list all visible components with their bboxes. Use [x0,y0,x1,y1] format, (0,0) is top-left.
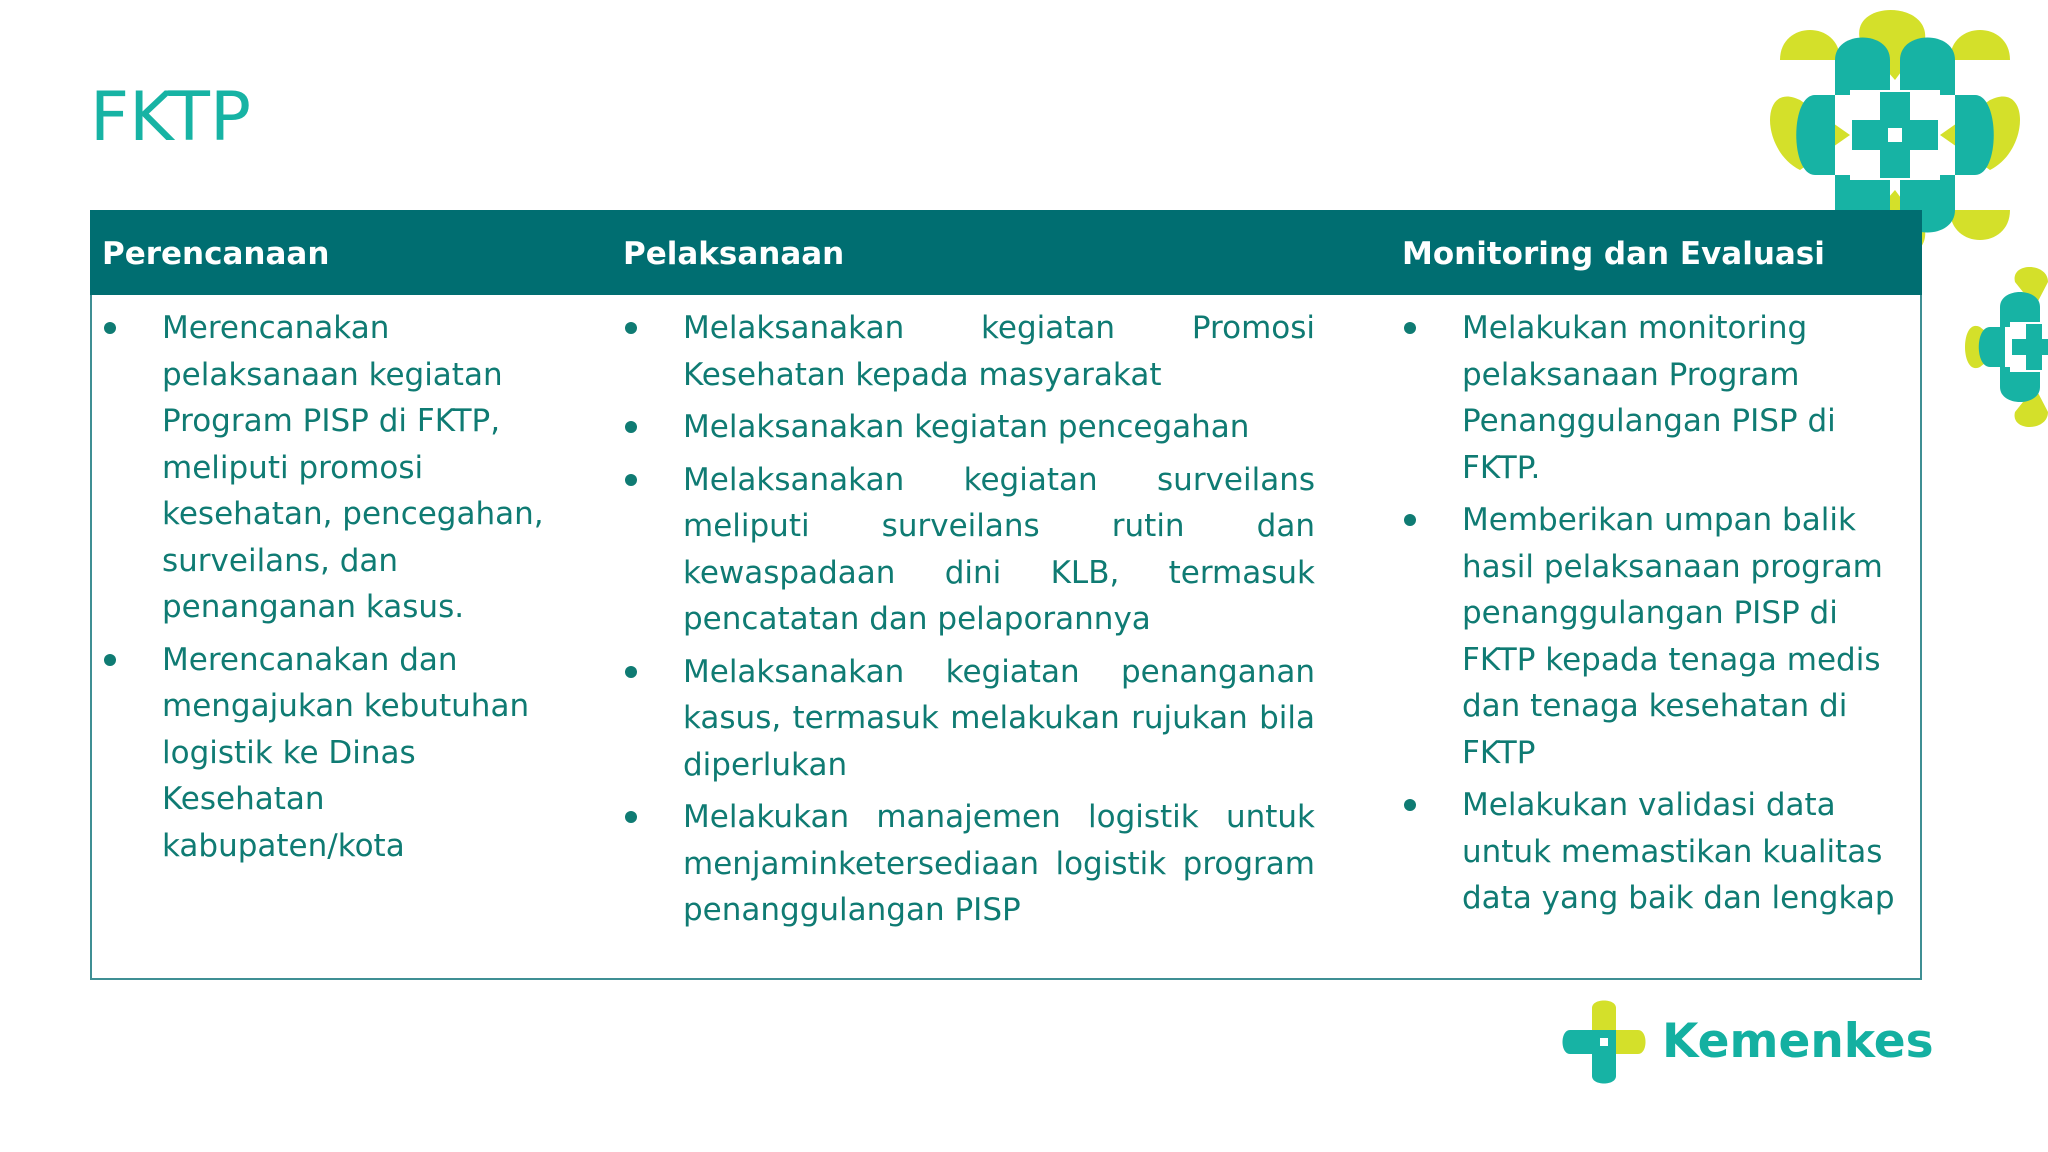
list-item: Melakukan validasi data untuk memastikan kualitas data yang baik dan lengkap [1404,782,1909,922]
bullet-dot-icon [104,654,116,666]
list-item: Memberikan umpan balik hasil pelaksanaan program penanggulangan PISP di FKTP kepada tenaga medis dan tenaga kesehatan di FKTP [1404,497,1909,776]
bullet-dot-icon [625,322,637,334]
bullet-dot-icon [1404,799,1416,811]
column-monitoring-evaluasi [1404,305,1909,928]
list-item: Melaksanakan kegiatan Promosi Kesehatan kepada masyarakat [625,305,1315,398]
bullet-dot-icon [104,322,116,334]
kemenkes-mark-icon [1562,1000,1646,1084]
bullet-dot-icon [1404,514,1416,526]
kemenkes-flower-small-icon [1960,262,2048,432]
header-perencanaan: Perencanaan [102,236,330,272]
list-item: Melaksanakan kegiatan pencegahan [625,404,1315,451]
slide-title: FKTP [90,78,251,157]
bullet-dot-icon [1404,322,1416,334]
responsibility-table [90,210,1922,980]
list-item: Merencanakan pelaksanaan kegiatan Program PISP di FKTP, meliputi promosi kesehatan, pencegahan, surveilans, dan penanganan kasus. [104,305,574,631]
list-item: Melakukan monitoring pelaksanaan Program Penanggulangan PISP di FKTP. [1404,305,1909,491]
column-pelaksanaan [625,305,1315,940]
header-pelaksanaan: Pelaksanaan [623,236,845,272]
bullet-dot-icon [625,811,637,823]
list-item: Melakukan manajemen logistik untuk menjaminketersediaan logistik program penanggulangan PISP [625,794,1315,934]
list-item: Merencanakan dan mengajukan kebutuhan logistik ke Dinas Kesehatan kabupaten/kota [104,637,574,870]
bullet-dot-icon [625,421,637,433]
header-monitoring-evaluasi: Monitoring dan Evaluasi [1402,236,1825,272]
bullet-dot-icon [625,474,637,486]
brand-name: Kemenkes [1662,1014,1934,1069]
list-item: Melaksanakan kegiatan surveilans meliputi surveilans rutin dan kewaspadaan dini KLB, termasuk pencatatan dan pelaporannya [625,457,1315,643]
bullet-dot-icon [625,666,637,678]
column-perencanaan [104,305,574,875]
table-header [90,210,1922,295]
list-item: Melaksanakan kegiatan penanganan kasus, termasuk melakukan rujukan bila diperlukan [625,649,1315,789]
